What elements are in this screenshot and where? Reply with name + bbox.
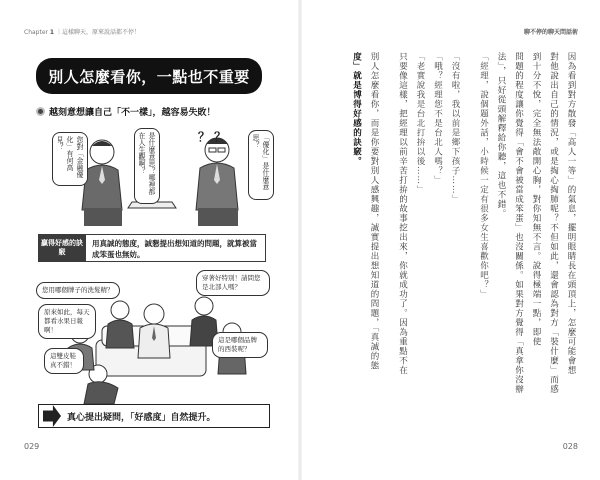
- question-marks: ？ ？: [198, 130, 227, 144]
- text-column: 到十分不悅，完全無法敞開心胸，對你知無不言。說得極端一點，即使: [531, 52, 541, 347]
- speech-bubble: 您用哪個牌子的洗髮精？: [36, 282, 120, 299]
- text-column: 度」就是博得好感的訣竅。: [351, 52, 362, 166]
- bullet-icon: [36, 107, 45, 116]
- text-column: 問題的程度讓你覺得「會不會被當成笨蛋」也沒關係。如果對方覺得「真拿你沒辦: [513, 52, 524, 394]
- conclusion-text: 真心提出疑問，「好感度」自然提升。: [67, 412, 216, 423]
- thought-bubble: 是什麼意思？哪裡都在人生觀啊？: [134, 128, 160, 204]
- tip-text: 用真誠的態度，誠懇提出想知道的問題，就算被當成笨蛋也無妨。: [86, 234, 266, 262]
- running-header-right: 聊不停的聊天問話術: [523, 29, 578, 36]
- section-banner: 別人怎麼看你，一點也不重要: [36, 58, 262, 94]
- text-column: 別人怎麼看你，而是你要對別人感興趣，誠實提出想知道的問題，「真誠的態: [369, 52, 379, 371]
- page-number: 028: [562, 442, 578, 451]
- tip-box: [38, 234, 266, 262]
- text-column: 「哦？經理您不是台北人嗎？」: [432, 52, 443, 185]
- illustration-conversation: [42, 122, 272, 232]
- chapter-label: Chapter: [24, 29, 48, 36]
- text-column: 「經理，說個題外話，小時候一定有很多女生喜歡你吧？」: [478, 52, 489, 299]
- text-column: 「老實說我是台北打拚以後……」: [415, 52, 425, 195]
- chapter-number: 1: [49, 29, 55, 36]
- page-number: 029: [24, 442, 40, 451]
- running-header-left: [24, 27, 140, 36]
- text-column: 「沒有啦，我以前是鄉下孩子……」: [450, 52, 460, 204]
- text-column: 只要像這樣，把經理以前辛苦打拚的故事挖出來，你就成功了。因為重點不在: [397, 52, 408, 375]
- speech-bubble: 「優化」是什麼意思？: [248, 130, 274, 200]
- speech-bubble: 穿著好特別！請問您是北部人嗎？: [196, 270, 270, 296]
- right-page: [300, 0, 600, 480]
- arrow-right-icon: [43, 405, 61, 427]
- text-column: 因為看到對方散發「高人一等」的氣息，擺明眼睛長在頭頂上，怎麼可能會想: [566, 52, 576, 375]
- conclusion-box: [38, 404, 270, 428]
- illustration-group: [36, 270, 270, 410]
- text-column: 法」，只好從頭解釋給你聽，這也不錯。: [496, 52, 506, 219]
- tip-tag: 贏得好感的訣竅: [38, 234, 86, 262]
- speech-bubble: 這是哪個品牌的西裝呢？: [212, 332, 268, 358]
- speech-bubble: 您對「金融優化」有何高見？: [52, 132, 88, 186]
- text-column: 對他說出自己的情況，或是掏心掏肺呢？不但如此，還會認為對方「裝什麼」而感: [548, 52, 559, 394]
- speech-bubble: 這雙皮鞋真不錯！: [44, 348, 84, 374]
- body-text: [346, 52, 578, 432]
- subheading: [36, 105, 216, 118]
- speech-bubble: 原來如此，每天都看水果日報啊！: [38, 304, 96, 339]
- chapter-title: ｜這樣聊天，原來說話都不停！: [56, 29, 141, 36]
- subheading-text: 越刻意想讓自己「不一樣」，越容易失敗！: [49, 108, 216, 118]
